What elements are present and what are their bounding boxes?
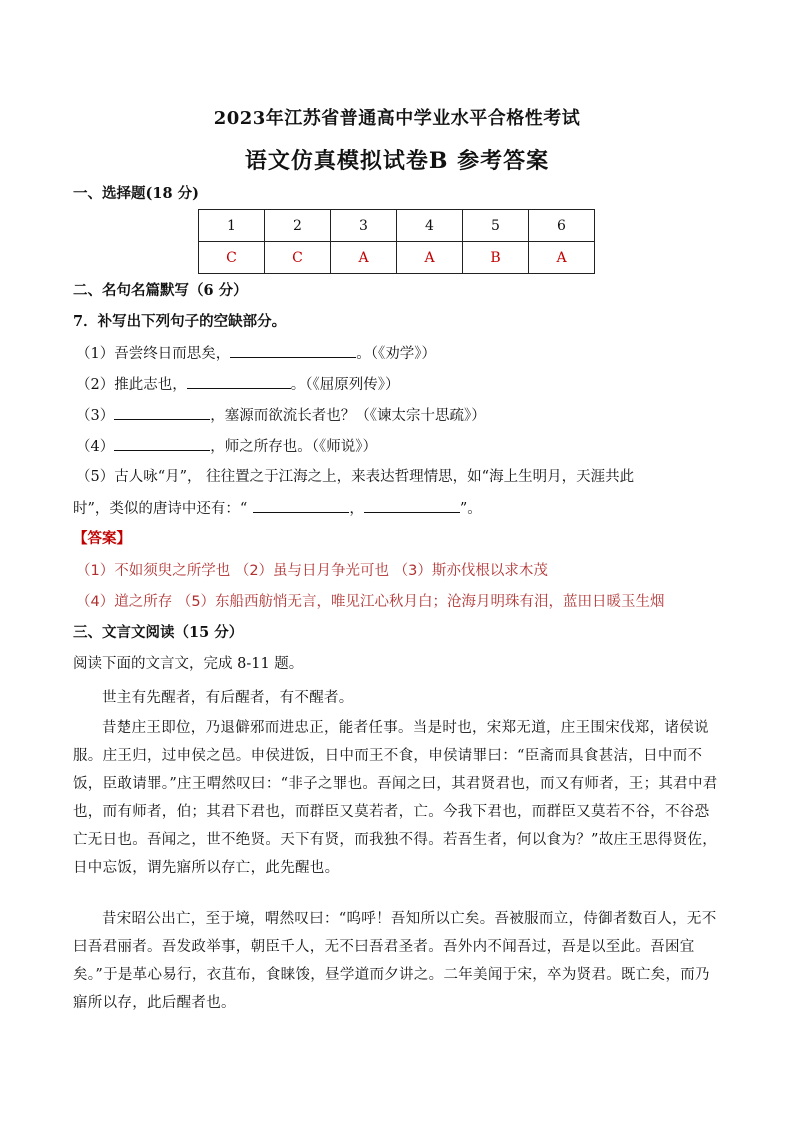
table-answer-cell: A (331, 242, 397, 274)
fill-blank (114, 436, 210, 451)
section-multiple-choice-heading: 一、选择题(18 分) (73, 185, 199, 202)
table-header-cell: 6 (529, 210, 595, 242)
fill-blank (230, 343, 356, 358)
table-header-cell: 3 (331, 210, 397, 242)
reading-prompt: 阅读下面的文言文，完成 8-11 题。 (73, 656, 304, 672)
question-7-item-5-line2 (73, 498, 482, 519)
answer-key-title: 语文仿真模拟试卷B 参考答案 (244, 148, 550, 174)
item-3-label: （3） (76, 408, 115, 424)
fill-blank (253, 498, 349, 513)
item-1-text: （1）吾尝终日而思矣， (76, 346, 231, 362)
exam-title: 2023年江苏省普通高中学业水平合格性考试 (213, 108, 581, 129)
passage-paragraph-2: 昔楚庄王即位，乃退僻邪而进忠正，能者任事。当是时也，宋郑无道，庄王围宋伐郑，诸侯说服。庄王归，过申侯之邑。申侯进饭，日中而王不食，申侯请罪曰：“臣斋而具食甚洁，日中而不饭，臣敢请罪。”庄王喟然叹曰：“非子之罪也。吾闻之曰，其君贤君也，而又有师者，王；其君中君也，而有师者，伯；其君下君也，而群臣又莫若者，亡。今我下君也，而群臣又莫若不谷，不谷恐亡无日也。吾闻之，世不绝贤。天下有贤，而我独不得。若吾生者，何以食为？”故庄王思得贤佐，日中忘饭，谓先寤所以存亡，此先醒也。 (73, 720, 718, 876)
table-answer-cell: A (529, 242, 595, 274)
item-4-text: ，师之所存也。（《师说》） (210, 439, 377, 455)
section-dictation-heading: 二、名句名篇默写（6 分） (73, 282, 248, 299)
question-7-item-3 (76, 405, 486, 426)
fill-blank (114, 405, 210, 420)
item-3-text: ，塞源而欲流长者也？（《谏太宗十思疏》） (210, 408, 486, 424)
table-answer-cell: B (463, 242, 529, 274)
item-2-text: （2）推此志也， (76, 377, 187, 393)
table-answer-cell: C (199, 242, 265, 274)
table-answer-cell: A (397, 242, 463, 274)
table-header-cell: 2 (265, 210, 331, 242)
question-7-item-2 (76, 374, 399, 395)
multiple-choice-answer-table (198, 209, 595, 274)
item-5-text: 时”，类似的唐诗中还有：“ (73, 501, 248, 517)
table-header-cell: 5 (463, 210, 529, 242)
section-classical-reading-heading: 三、文言文阅读（15 分） (73, 624, 244, 641)
question-7-item-1 (76, 343, 436, 364)
answer-line-2: （4）道之所存 （5）东船西舫悄无言，唯见江心秋月白；沧海月明珠有泪，蓝田日暖玉生烟 (76, 594, 665, 610)
item-4-label: （4） (76, 439, 115, 455)
item-5-separator: ， (349, 501, 364, 517)
passage-paragraph-1: 世主有先醒者，有后醒者，有不醒者。 (102, 690, 354, 706)
question-7-item-4 (76, 436, 377, 457)
passage-paragraph-3: 昔宋昭公出亡，至于境，喟然叹曰：“呜呼！吾知所以亡矣。吾被服而立，侍御者数百人，无不曰吾君丽者。吾发政举事，朝臣千人，无不曰吾君圣者。吾外内不闻吾过，吾是以至此。吾困宜矣。”于是革心易行，衣苴布，食睐馂，昼学道而夕讲之。二年美闻于宋，卒为贤君。既亡矣，而乃寤所以存，此后醒者也。 (73, 911, 717, 1011)
table-answer-row (199, 242, 595, 274)
fill-blank (364, 498, 460, 513)
question-7-item-5-line1: （5）古人咏“月”， 往往置之于江海之上，来表达哲理情思，如“海上生明月，天涯共此 (76, 469, 635, 485)
fill-blank (187, 374, 291, 389)
table-header-cell: 4 (397, 210, 463, 242)
table-answer-cell: C (265, 242, 331, 274)
question-7-prompt: 7．补写出下列句子的空缺部分。 (73, 313, 287, 330)
item-5-close: ”。 (459, 501, 482, 517)
answer-line-1: （1）不如须臾之所学也 （2）虽与日月争光可也 （3）斯亦伐根以求木茂 (76, 563, 548, 579)
item-1-source: 。（《劝学》） (356, 346, 436, 362)
table-header-cell: 1 (199, 210, 265, 242)
item-2-source: 。（《屈原列传》） (290, 377, 400, 393)
answer-label: 【答案】 (73, 530, 131, 547)
table-header-row (199, 210, 595, 242)
